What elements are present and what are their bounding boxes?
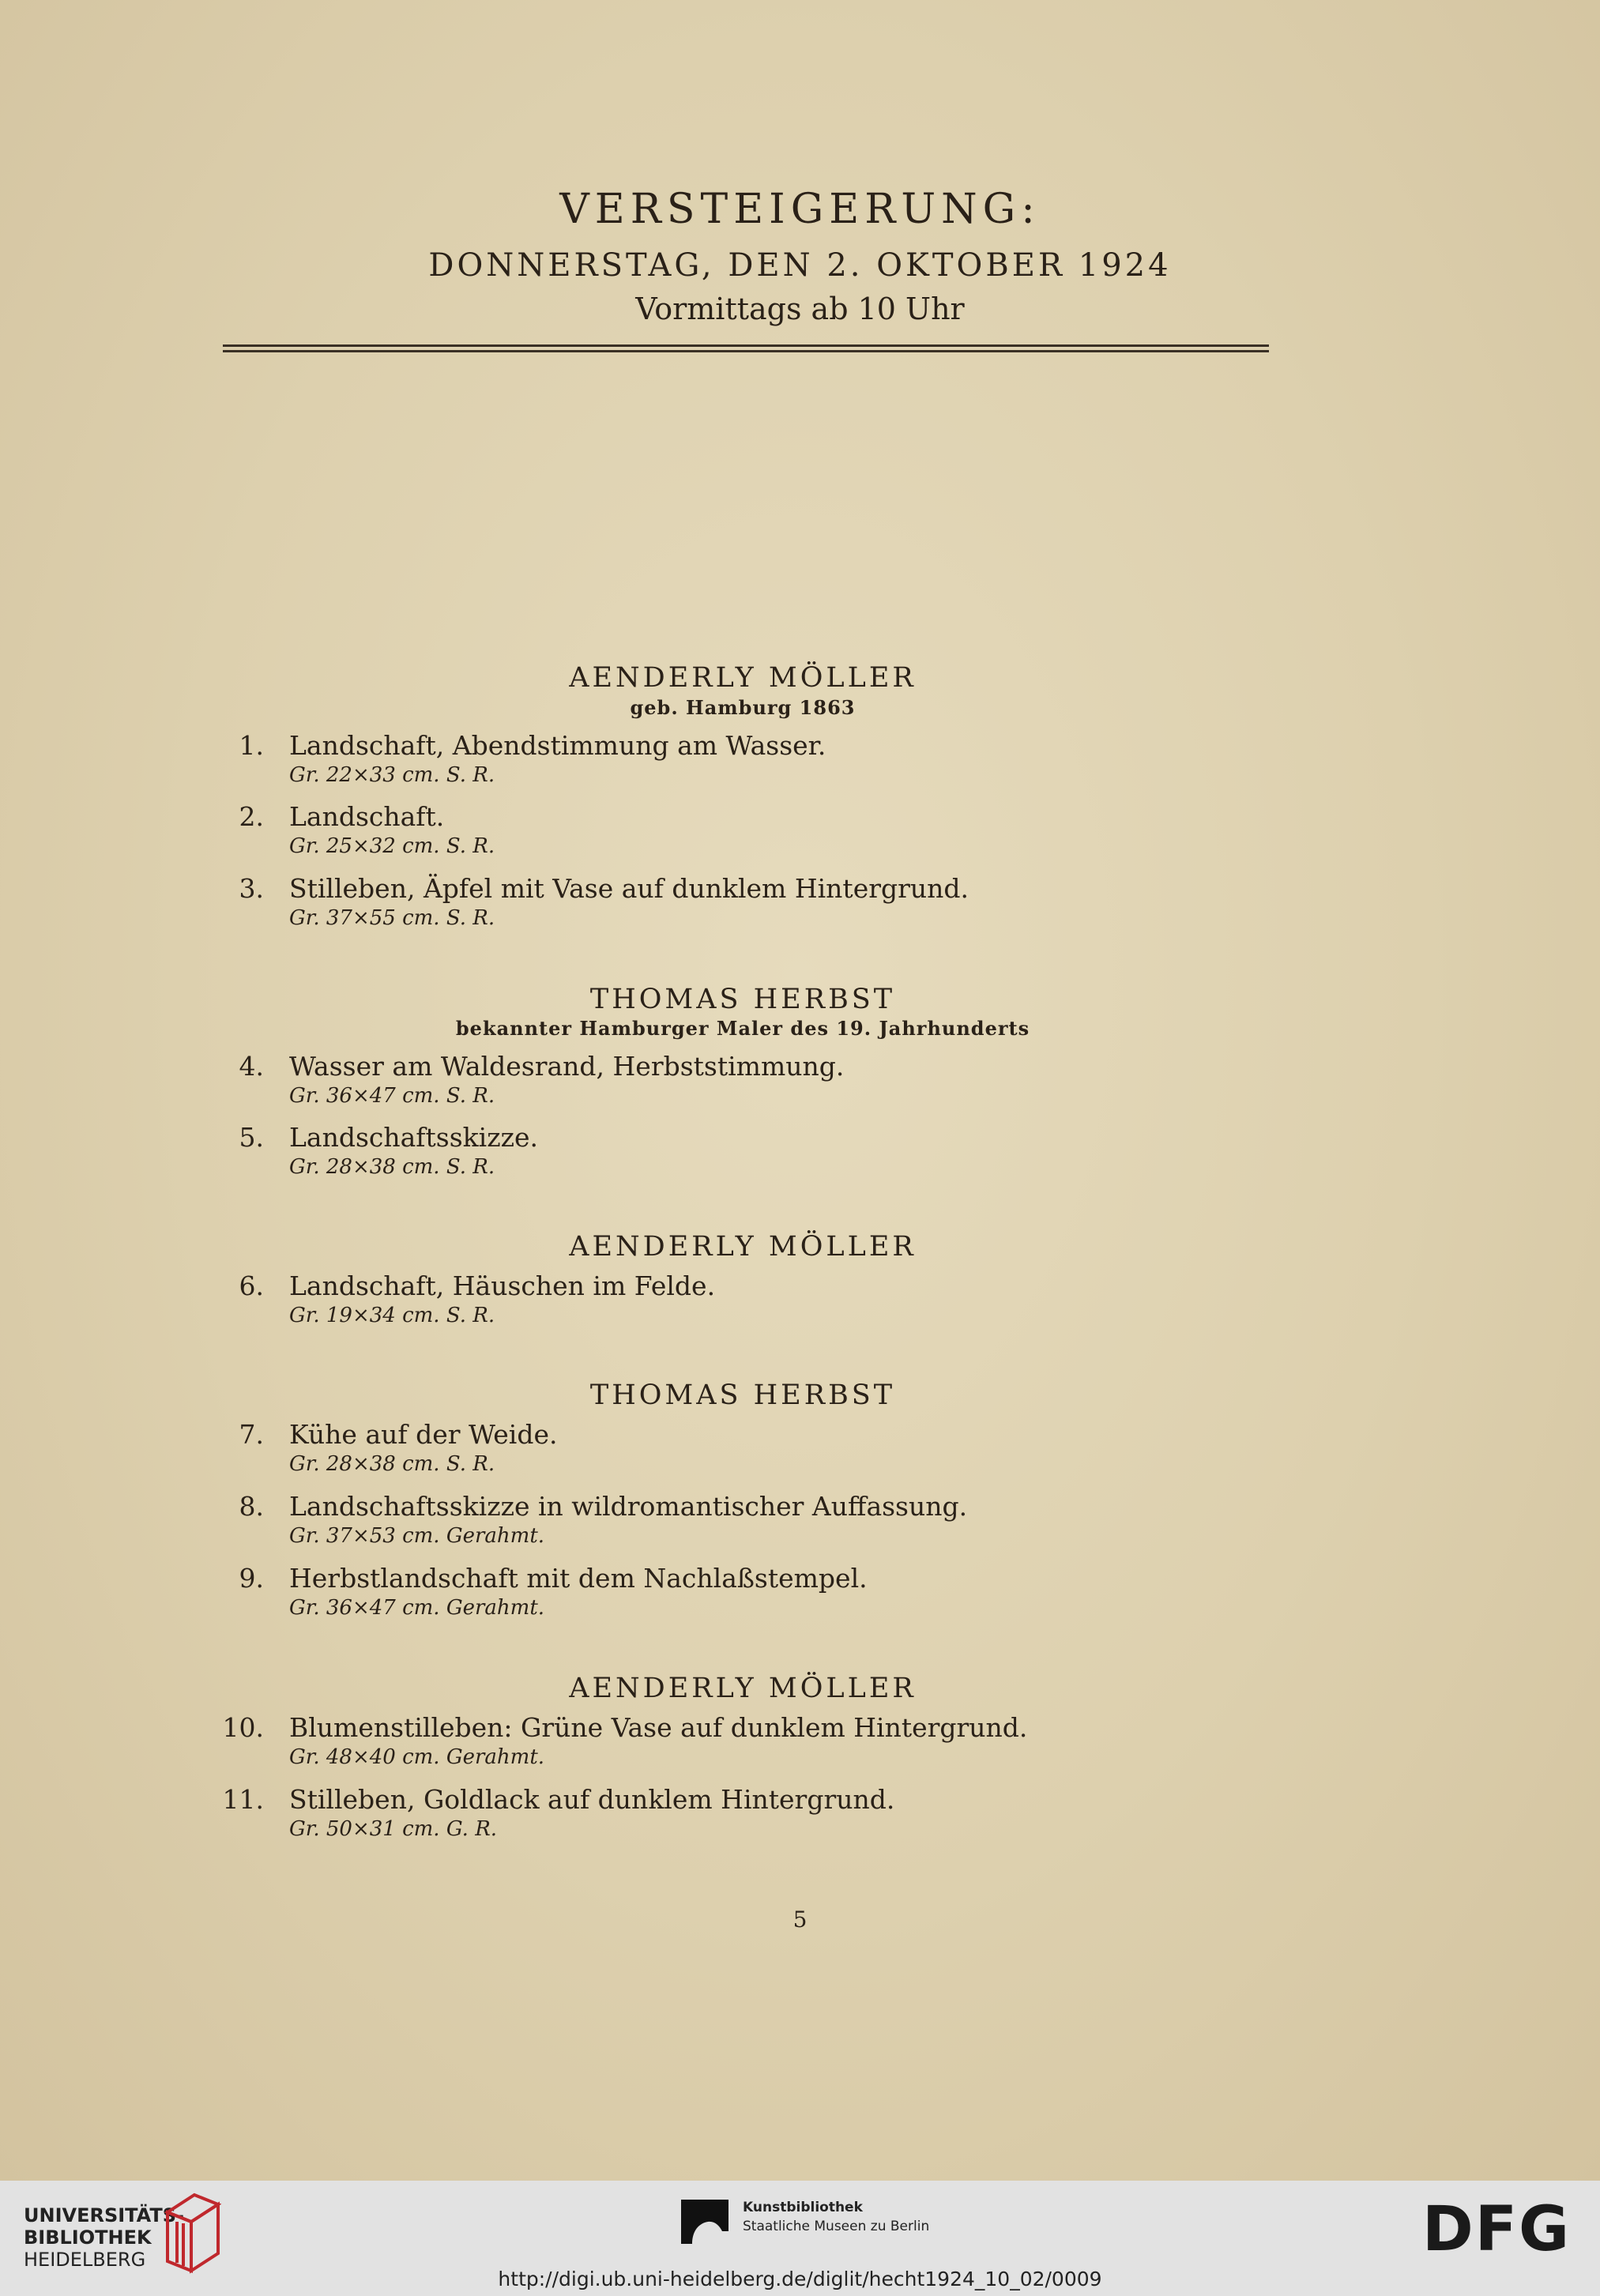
lot-title: Blumenstilleben: Grüne Vase auf dunklem Hintergrund.	[289, 1712, 1028, 1743]
artist-heading: AENDERLY MÖLLER	[569, 1231, 917, 1263]
auction-time: Vormittags ab 10 Uhr	[635, 292, 965, 326]
lot-details: Gr. 22×33 cm. S. R.	[289, 763, 495, 787]
page-title: VERSTEIGERUNG:	[559, 186, 1041, 233]
artist-heading: AENDERLY MÖLLER	[569, 662, 917, 694]
source-url[interactable]: http://digi.ub.uni-heidelberg.de/diglit/hecht1924_10_02/0009	[498, 2268, 1102, 2290]
lot-number: 9.	[239, 1563, 264, 1594]
artist-note: geb. Hamburg 1863	[630, 696, 856, 719]
lot-details: Gr. 19×34 cm. S. R.	[289, 1304, 495, 1327]
lot-details: Gr. 50×31 cm. G. R.	[289, 1817, 498, 1841]
lot-title: Landschaftsskizze.	[289, 1122, 538, 1153]
lot-title: Kühe auf der Weide.	[289, 1419, 558, 1450]
artist-heading: AENDERLY MÖLLER	[569, 1673, 917, 1704]
lot-title: Stilleben, Äpfel mit Vase auf dunklem Hintergrund.	[289, 873, 969, 904]
lot-title: Landschaftsskizze in wildromantischer Auffassung.	[289, 1491, 968, 1522]
lot-number: 6.	[239, 1270, 264, 1301]
lot-details: Gr. 48×40 cm. Gerahmt.	[289, 1745, 545, 1769]
lot-details: Gr. 36×47 cm. S. R.	[289, 1084, 495, 1108]
university-logo-icon	[160, 2190, 224, 2275]
kunstbibliothek-name	[743, 2198, 929, 2236]
lot-number: 3.	[239, 873, 264, 904]
university-line-2: BIBLIOTHEK	[24, 2226, 152, 2249]
page-number: 5	[792, 1906, 808, 1933]
lot-number: 2.	[239, 801, 264, 832]
lot-details: Gr. 37×53 cm. Gerahmt.	[289, 1524, 545, 1548]
lot-title: Landschaft, Abendstimmung am Wasser.	[289, 730, 826, 761]
lot-title: Stilleben, Goldlack auf dunklem Hintergrund.	[289, 1784, 895, 1815]
lot-number: 7.	[239, 1419, 264, 1450]
double-rule-bottom	[223, 350, 1269, 352]
lot-number: 8.	[239, 1491, 264, 1522]
lot-details: Gr. 25×32 cm. S. R.	[289, 834, 495, 858]
lot-title: Landschaft.	[289, 801, 445, 832]
lot-number: 10.	[222, 1712, 264, 1743]
dfg-logo: DFG	[1422, 2194, 1572, 2265]
double-rule-top	[223, 344, 1269, 347]
lot-details: Gr. 28×38 cm. S. R.	[289, 1155, 495, 1179]
lot-number: 1.	[239, 730, 264, 761]
university-line-1: UNIVERSITÄTS-	[24, 2204, 185, 2226]
auction-date: DONNERSTAG, DEN 2. OKTOBER 1924	[428, 247, 1172, 284]
lot-number: 5.	[239, 1122, 264, 1153]
lot-details: Gr. 28×38 cm. S. R.	[289, 1452, 495, 1476]
university-line-3: HEIDELBERG	[24, 2249, 146, 2271]
kunstbibliothek-logo-icon	[681, 2200, 728, 2244]
artist-note: bekannter Hamburger Maler des 19. Jahrhunderts	[455, 1017, 1030, 1040]
lot-title: Herbstlandschaft mit dem Nachlaßstempel.	[289, 1563, 868, 1594]
kb-line-2: Staatliche Museen zu Berlin	[743, 2219, 930, 2234]
lot-number: 11.	[222, 1784, 264, 1815]
artist-heading: THOMAS HERBST	[589, 1379, 896, 1411]
kb-line-1: Kunstbibliothek	[743, 2200, 863, 2215]
artist-heading: THOMAS HERBST	[589, 984, 896, 1015]
lot-number: 4.	[239, 1051, 264, 1082]
lot-details: Gr. 36×47 cm. Gerahmt.	[289, 1596, 545, 1620]
lot-title: Landschaft, Häuschen im Felde.	[289, 1270, 716, 1301]
lot-details: Gr. 37×55 cm. S. R.	[289, 906, 495, 930]
lot-title: Wasser am Waldesrand, Herbststimmung.	[289, 1051, 845, 1082]
